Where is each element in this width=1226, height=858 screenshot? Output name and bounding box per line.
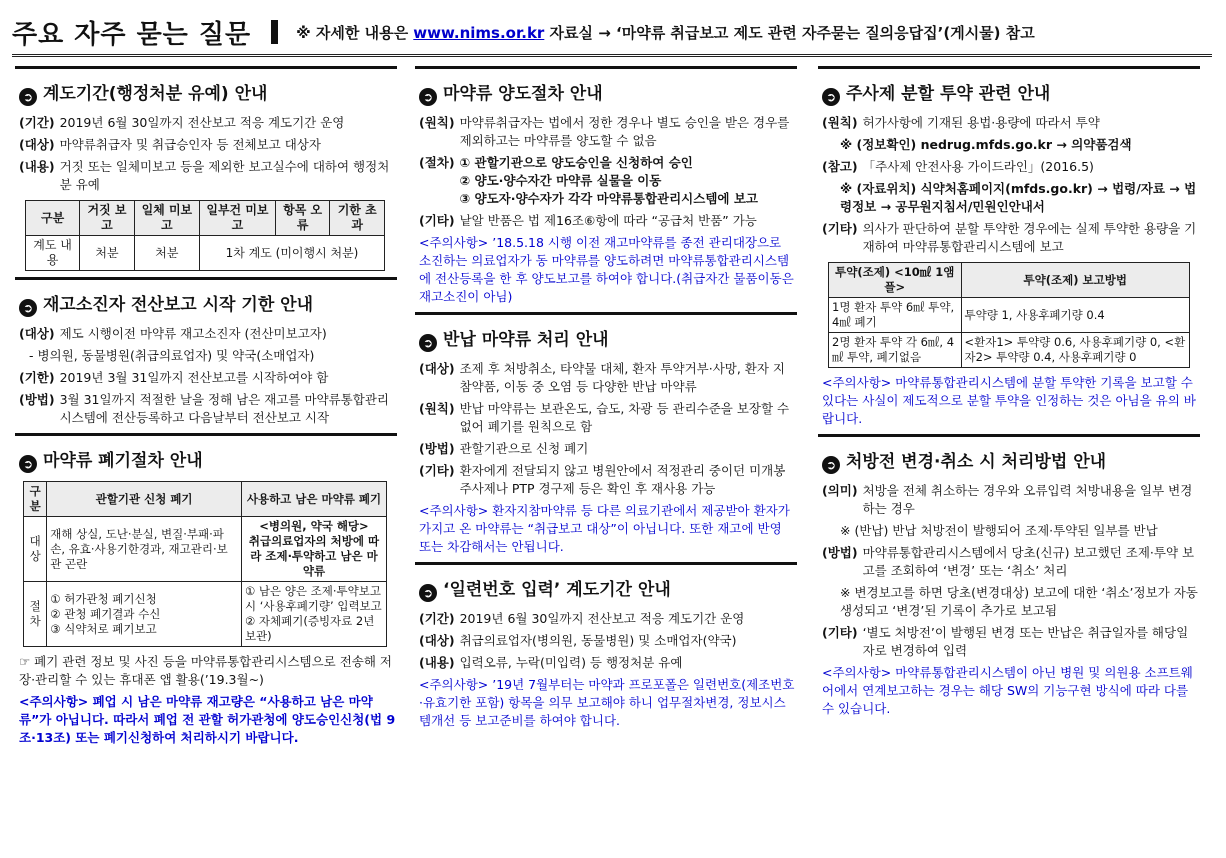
app-info: ☞ 폐기 관련 정보 및 사진 등을 마약류통합관리시스템으로 전송해 저장·관리할 수 있는 휴대폰 앱 활용(’19.3월~) [19, 654, 392, 687]
column-left [15, 66, 397, 753]
column-middle [415, 66, 797, 736]
arrow-icon: ➲ [419, 334, 437, 352]
section-title: ➲ 계도기간(행정처분 유예) 안내 [19, 79, 397, 106]
row-label: (대상) [19, 137, 55, 152]
section-title: ➲ 재고소진자 전산보고 시작 기한 안내 [19, 290, 397, 317]
arrow-icon: ➲ [19, 299, 37, 317]
note-suffix: 자료실 → ‘마약류 취급보고 제도 관련 자주묻는 질의응답집’(게시물) 참고 [544, 23, 1035, 42]
section-title: ➲ 마약류 폐기절차 안내 [19, 446, 397, 473]
title-divider [271, 20, 278, 44]
grace-table: 구분 거짓 보고 일체 미보고 일부건 미보고 항목 오류 기한 초과 계도 내용 처분 처분 1차 계도 (미이행시 처분) [25, 200, 385, 271]
page-header [12, 10, 1212, 57]
column-right [818, 66, 1200, 724]
section-returns: ➲ 반납 마약류 처리 안내 (대상) 조제 후 처방취소, 타약물 대체, 환자 투약거부·사망, 환자 지참약품, 이동 중 오염 등 다양한 반납 마약류 (원칙) 반납 마약류는 보관온도, 습도, 차광 등 관리수준을 보장할 수 없어 폐기를 원칙으로 함 (방법) 관할기관으로 신청 폐기 (기타) 환자에게 전달되지 않고 병원안에서 적정관리 중이던 미개봉 주사제나 PTP 경구제 등은 확인 후 재사용 가능 <주의사항> 환자지참마약류 등 다른 의료기관에서 제공받아 환자가 가지고 온 마약류는 “취급보고 대상”이 아닙니다. 또한 재고에 반영 또는 차감해서는 안됩니다. [415, 312, 797, 556]
section-disposal [15, 433, 397, 747]
caution-note: <주의사항> ’18.5.18 시행 이전 재고마약류를 종전 관리대장으로 소진하는 의료업자가 동 마약류를 양도하려면 마약류통합관리시스템에 전산등록을 한 후 양도보고를 하여야 합니다.(취급자간 물품이동은 재고소진이 아님) [419, 235, 794, 304]
row-label: (기간) [19, 115, 55, 130]
section-prescription-change: ➲ 처방전 변경·취소 시 처리방법 안내 (의미) 처방을 전체 취소하는 경우와 오류입력 처방내용을 일부 변경하는 경우 ※ (반납) 반납 처방전이 발행되어 조제·투약된 일부를 반납 (방법) 마약류통합관리시스템에서 당초(신규) 보고했던 조제·투약 보고를 조회하여 ‘변경’ 또는 ‘취소’ 처리 ※ 변경보고를 하면 당초(변경대상) 보고에 대한 ‘취소’정보가 자동 생성되고 ‘변경’된 기록이 추가로 보고됨 (기타) ‘별도 처방전’이 발행된 변경 또는 반납은 취급일자를 해당일자로 변경하여 입력 <주의사항> 마약류통합관리시스템이 아닌 병원 및 의원용 소프트웨어에서 연계보고하는 경우는 해당 SW의 기능구현 방식에 따라 다를 수 있습니다. [818, 434, 1200, 718]
arrow-icon: ➲ [419, 88, 437, 106]
section-transfer: ➲ 마약류 양도절차 안내 (원칙) 마약류취급자는 법에서 정한 경우나 별도 승인을 받은 경우를 제외하고는 마약류를 양도할 수 없음 (절차) ① 관할기관으로 양도승인을 신청하여 승인 ② 양도·양수자간 마약류 실물을 이동 ③ 양도자·양수자가 각각 마약류통합관리시스템에 보고 (기타) 낱알 반품은 법 제16조⑥항에 따라 “공급처 반품” 가능 <주의사항> ’18.5.18 시행 이전 재고마약류를 종전 관리대장으로 소진하는 의료업자가 동 마약류를 양도하려면 마약류통합관리시스템에 전산등록을 한 후 양도보고를 하여야 합니다.(취급자간 물품이동은 재고소진이 아님) [415, 66, 797, 306]
row-text: 거짓 또는 일체미보고 등을 제외한 보고실수에 대하여 행정처분 유예 [59, 159, 390, 192]
section-split-dose: ➲ 주사제 분할 투약 관련 안내 (원칙) 허가사항에 기재된 용법·용량에 따라서 투약 ※ (정보확인) nedrug.mfds.go.kr → 의약품검색 (참고) 「주사제 안전사용 가이드라인」(2016.5) ※ (자료위치) 식약처홈페이지(mfds.go.kr) → 법령/자료 → 법령정보 → 공무원지침서/민원인안내서 (기타) 의사가 판단하여 분할 투약한 경우에는 실제 투약한 용량을 기재하여 마약류통합관리시스템에 보고 투약(조제) <10㎖ 1앰플> 투약(조제) 보고방법 1명 환자 투약 6㎖ 투약, 4㎖ 폐기 투약량 1, 사용후폐기량 0.4 2명 환자 투약 각 6㎖, 4㎖ 투약, 폐기없음 <환자1> 투약량 0.6, 사용후폐기량 0, <환자2> 투약량 0.4, 사용후폐기량 0 <주의사항> 마약류통합관리시스템에 분할 투약한 기록을 보고할 수 있다는 사실이 제도적으로 분할 투약을 인정하는 것은 아님을 유의 바랍니다. [818, 66, 1200, 428]
section-grace-period [15, 66, 397, 271]
split-dose-table: 투약(조제) <10㎖ 1앰플> 투약(조제) 보고방법 1명 환자 투약 6㎖ 투약, 4㎖ 폐기 투약량 1, 사용후폐기량 0.4 2명 환자 투약 각 6㎖, 4㎖ 투약, 폐기없음 <환자1> 투약량 0.6, 사용후폐기량 0, <환자2> 투약량 0.4, 사용후폐기량 0 [828, 262, 1190, 368]
row-text: 마약류취급자 및 취급승인자 등 전체보고 대상자 [59, 137, 321, 152]
caution-note: <주의사항> 폐업 시 남은 마약류 재고량은 “사용하고 남은 마약류”가 아닙니다. 따라서 폐업 전 관할 허가관청에 양도승인신청(법 9조·13조) 또는 폐기신청하여 처리하시기 바랍니다. [19, 694, 396, 745]
arrow-icon: ➲ [822, 88, 840, 106]
nims-link[interactable]: www.nims.or.kr [413, 23, 545, 42]
header-note [296, 22, 1035, 43]
section-serial-number: ➲ ‘일련번호 입력’ 계도기간 안내 (기간) 2019년 6월 30일까지 전산보고 적응 계도기간 운영 (대상) 취급의료업자(병의원, 동물병원) 및 소매업자(약국) (내용) 입력오류, 누락(미입력) 등 행정처분 유예 <주의사항> ’19년 7월부터는 마약과 프로포폴은 일련번호(제조번호·유효기한 포함) 항목을 의무 보고해야 하니 업무절차변경, 정보시스템개선 등 보고준비를 하여야 합니다. [415, 562, 797, 730]
caution-note: <주의사항> 마약류통합관리시스템이 아닌 병원 및 의원용 소프트웨어에서 연계보고하는 경우는 해당 SW의 기능구현 방식에 따라 다를 수 있습니다. [822, 665, 1193, 716]
row-label: (내용) [19, 159, 55, 174]
caution-note: <주의사항> 환자지참마약류 등 다른 의료기관에서 제공받아 환자가 가지고 온 마약류는 “취급보고 대상”이 아닙니다. 또한 재고에 반영 또는 차감해서는 안됩니다. [419, 503, 790, 554]
page-title: 주요 자주 묻는 질문 [12, 19, 252, 50]
disposal-table: 구분 관할기관 신청 폐기 사용하고 남은 마약류 폐기 대상 재해 상실, 도난·분실, 변질·부패·파손, 유효·사용기한경과, 재고관리·보관 곤란 <병의원, 약국 해당> 취급의료업자의 처방에 따라 조제·투약하고 남은 마약류 절차 ① 허가관청 폐기신청 ② 관청 폐기결과 수신 ③ 식약처로 폐기보고 ① 남은 양은 조제·투약보고 시 ‘사용후폐기량’ 입력보고 ② 자체폐기(증빙자료 2년 보관) [23, 481, 387, 647]
caution-note: <주의사항> 마약류통합관리시스템에 분할 투약한 기록을 보고할 수 있다는 사실이 제도적으로 분할 투약을 인정하는 것은 아님을 유의 바랍니다. [822, 375, 1196, 426]
arrow-icon: ➲ [419, 584, 437, 602]
caution-note: <주의사항> ’19년 7월부터는 마약과 프로포폴은 일련번호(제조번호·유효기한 포함) 항목을 의무 보고해야 하니 업무절차변경, 정보시스템개선 등 보고준비를 하여야 합니다. [419, 677, 795, 728]
row-text: 2019년 6월 30일까지 전산보고 적응 계도기간 운영 [59, 115, 345, 130]
section-stock-exhausted: ➲ 재고소진자 전산보고 시작 기한 안내 (대상) 제도 시행이전 마약류 재고소진자 (전산미보고자) - 병의원, 동물병원(취급의료업자) 및 약국(소매업자) (기한) 2019년 3월 31일까지 전산보고를 시작하여야 함 (방법) 3월 31일까지 적절한 날을 정해 남은 재고를 마약류통합관리시스템에 전산등록하고 다음날부터 전산보고 시작 [15, 277, 397, 427]
note-prefix: ※ 자세한 내용은 [296, 23, 414, 42]
arrow-icon: ➲ [19, 88, 37, 106]
arrow-icon: ➲ [19, 455, 37, 473]
arrow-icon: ➲ [822, 456, 840, 474]
